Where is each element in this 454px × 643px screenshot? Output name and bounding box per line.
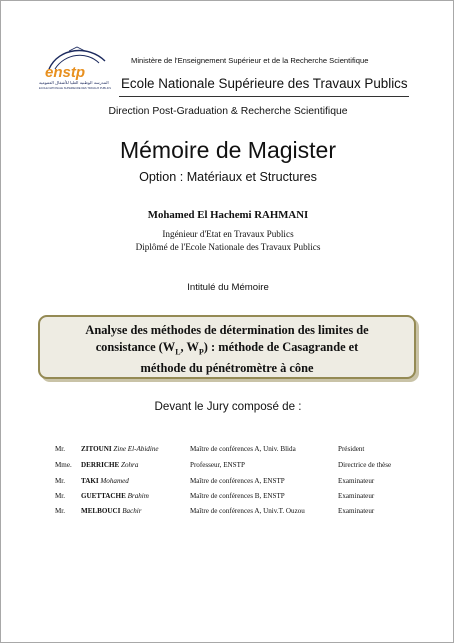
school-name: Ecole Nationale Supérieure des Travaux Publics [121, 76, 408, 91]
member-function: Examinateur [338, 507, 375, 515]
member-function: Président [338, 445, 365, 453]
member-first-name: Mohamed [100, 477, 129, 485]
enstp-logo [31, 43, 115, 91]
member-function: Directrice de thèse [338, 461, 392, 469]
author-credential-1: Ingénieur d'Etat en Travaux Publics [162, 229, 294, 239]
title-part: , W [180, 339, 199, 354]
subscript-l: L [175, 346, 181, 356]
jury-row [1, 445, 454, 458]
jury-row [1, 507, 454, 520]
member-role: Maître de conférences B, ENSTP [190, 492, 285, 500]
member-surname: DERRICHE [81, 461, 120, 469]
direction-name: Direction Post-Graduation & Recherche Scientifique [108, 106, 348, 117]
member-role: Maître de conférences A, ENSTP [190, 477, 285, 485]
thesis-title-line-1: Analyse des méthodes de détermination des limites de [85, 323, 369, 337]
jury-row [1, 461, 454, 474]
memoir-option: Option : Matériaux et Structures [139, 170, 317, 184]
member-title: Mr. [55, 492, 66, 500]
member-first-name: Zohra [121, 461, 139, 469]
member-name [81, 507, 142, 515]
member-function: Examinateur [338, 477, 375, 485]
member-surname: TAKI [81, 477, 99, 485]
member-surname: MELBOUCI [81, 507, 121, 515]
member-title: Mme. [55, 461, 72, 469]
member-title: Mr. [55, 477, 66, 485]
member-name [81, 477, 129, 485]
author-name: Mohamed El Hachemi RAHMANI [147, 209, 309, 221]
thesis-title [40, 322, 414, 377]
member-name [81, 492, 149, 500]
header-divider [119, 96, 409, 97]
member-function: Examinateur [338, 492, 375, 500]
author-credential-2: Diplômé de l'Ecole Nationale des Travaux Publics [135, 242, 321, 252]
member-name [81, 461, 138, 469]
member-first-name: Zine El-Abidine [113, 445, 159, 453]
member-surname: GUETTACHE [81, 492, 126, 500]
thesis-title-line-3: méthode du pénétromètre à cône [140, 361, 314, 376]
ministry-name: Ministère de l'Enseignement Supérieur et de la Recherche Scientifique [131, 56, 369, 65]
logo-arabic-text: المدرسة الوطنية العليا للأشغال العمومية [39, 80, 109, 85]
member-title: Mr. [55, 445, 66, 453]
member-surname: ZITOUNI [81, 445, 112, 453]
member-role: Professeur, ENSTP [190, 461, 245, 469]
thesis-title-line-2 [40, 339, 414, 361]
member-role: Maître de conférences A, Univ. Blida [190, 445, 296, 453]
thesis-title-box [38, 315, 416, 379]
member-name [81, 445, 159, 453]
member-title: Mr. [55, 507, 66, 515]
memoir-title: Mémoire de Magister [119, 137, 337, 163]
jury-row [1, 477, 454, 490]
thesis-label: Intitulé du Mémoire [187, 282, 269, 293]
title-part: ) : méthode de Casagrande et [203, 339, 359, 354]
title-part: consistance (W [95, 339, 176, 354]
logo-wordmark: enstp [45, 64, 86, 81]
subscript-p: P [198, 346, 204, 356]
member-role: Maître de conférences A, Univ.T. Ouzou [190, 507, 305, 515]
jury-heading: Devant le Jury composé de : [154, 400, 302, 413]
jury-row [1, 492, 454, 505]
logo-subtitle: ECOLE NATIONALE SUPERIEURE DES TRAVAUX PUBLICS [39, 87, 112, 90]
member-first-name: Brahim [127, 492, 149, 500]
member-first-name: Bachir [122, 507, 142, 515]
